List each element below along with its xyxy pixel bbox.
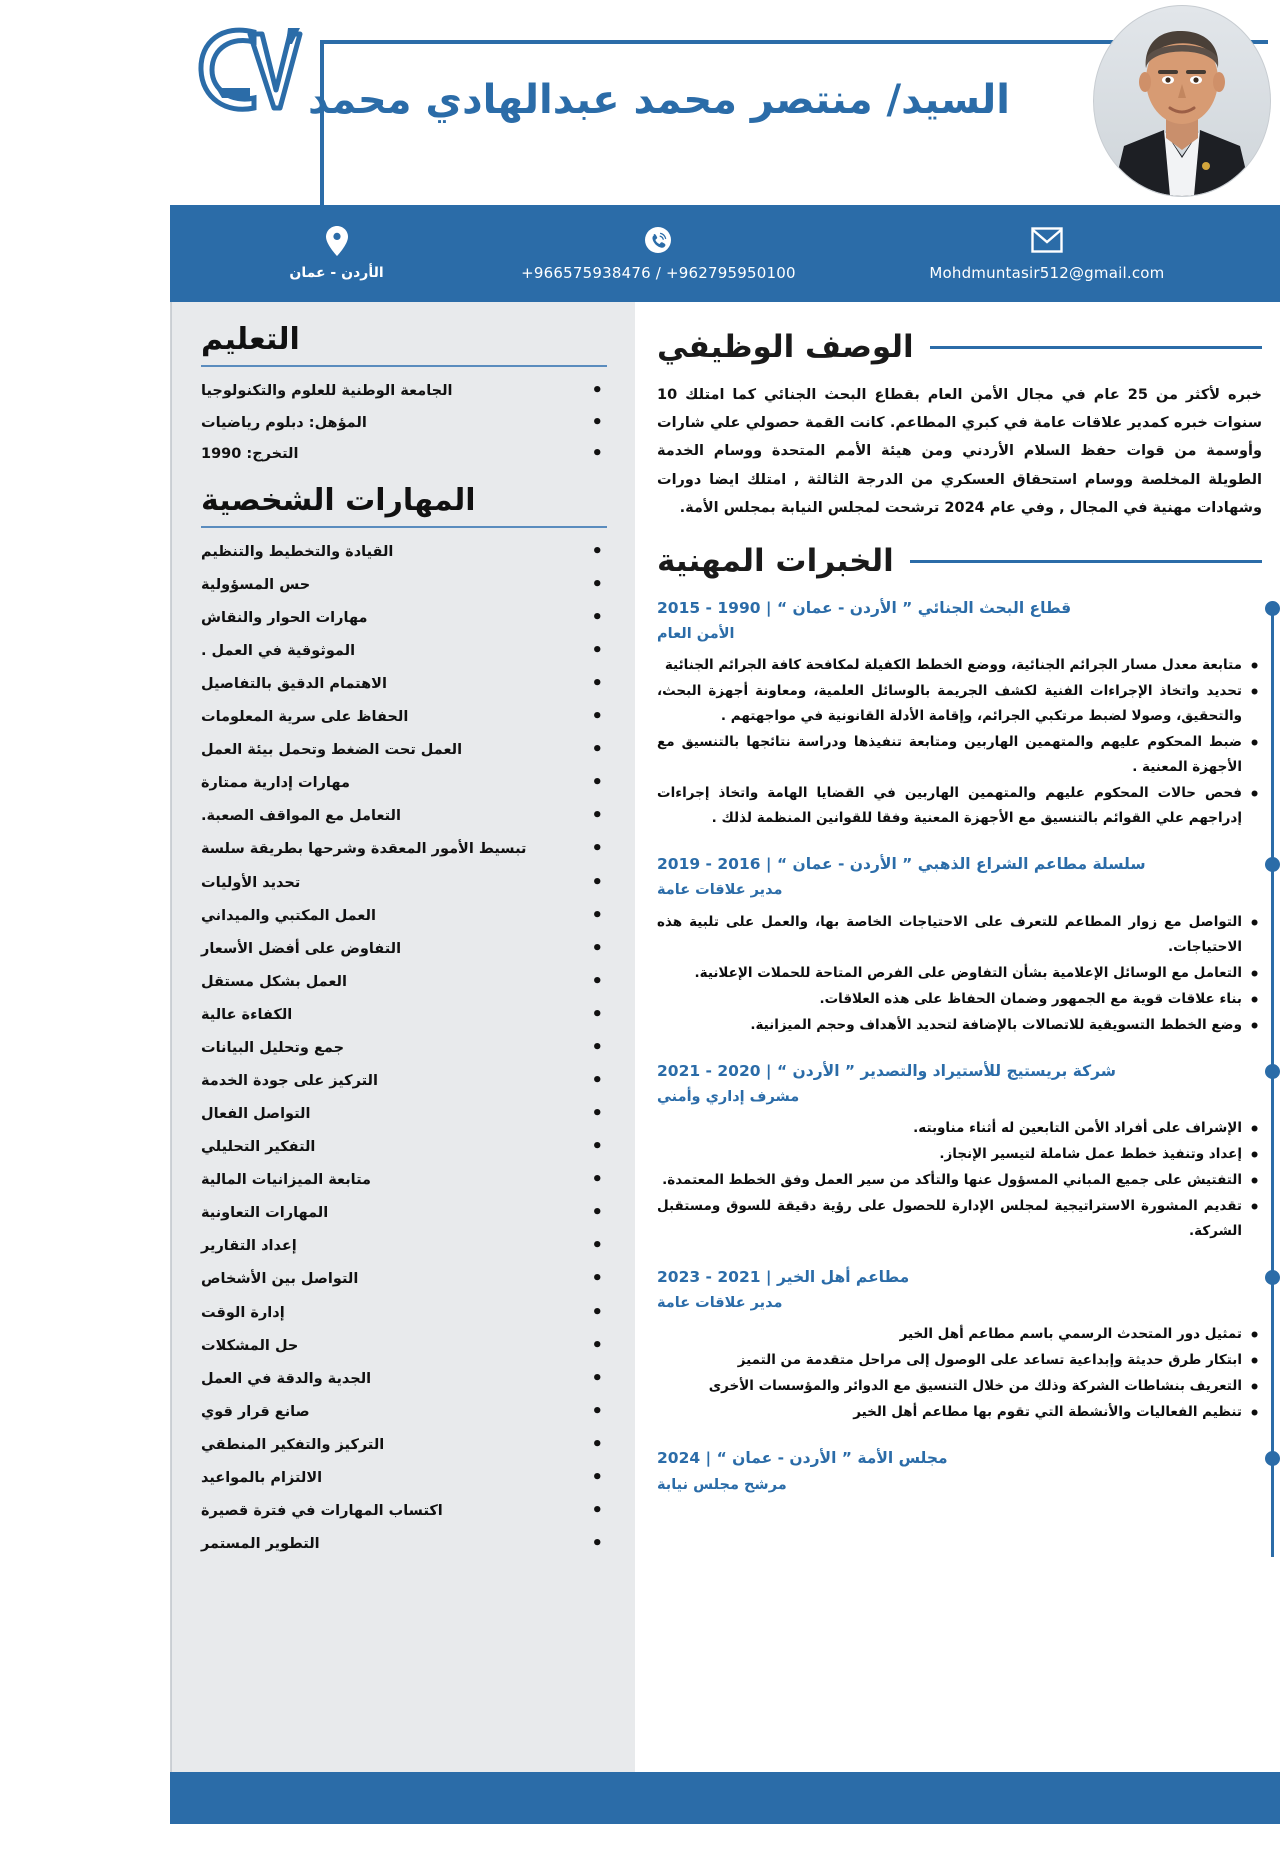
timeline-dot-icon [1265,857,1280,872]
job-bullet: • تحديد واتخاذ الإجراءات الفنية لكشف الجريمة بالوسائل العلمية، ومعاونة أجهزة البحث، والتحقيق، وصولا لضبط مرتكبي الجرائم، وإقامة الأدلة القانونية في مواجهتهم . [657,679,1262,729]
skill-item: • جمع وتحليل البيانات [201,1038,607,1059]
job-bullet: • ضبط المحكوم عليهم والمتهمين الهاربين ومتابعة تنفيذها ودراسة نتائجها بالتنسيق مع الأجهزة المعنية . [657,730,1262,780]
job-bullet-list [657,910,1262,1038]
avatar [1094,6,1270,196]
skill-item: • صانع قرار قوي [201,1402,607,1423]
skill-item: • الالتزام بالمواعيد [201,1468,607,1489]
location-text: الأردن - عمان [289,265,384,281]
cv-header [170,0,1280,205]
experience-item [657,595,1262,831]
job-bullet: • ابتكار طرق حديثة وإبداعية تساعد على الوصول إلى مراحل متقدمة من التميز [657,1348,1262,1373]
job-bullet-list [657,653,1262,831]
job-bullet: • التفتيش على جميع المباني المسؤول عنها والتأكد من سير العمل وفق الخطط المعتمدة. [657,1168,1262,1193]
experience-heading [657,542,1262,581]
experience-heading-rule [910,560,1262,563]
job-company: سلسلة مطاعم الشراع الذهبي ” الأردن - عمان “ | 2016 - 2019 [657,855,1146,874]
skill-item: • الجدية والدقة في العمل [201,1369,607,1390]
skills-title: المهارات الشخصية [201,482,476,518]
experience-item [657,1058,1262,1244]
skill-item: • التركيز والتفكير المنطقي [201,1435,607,1456]
education-title: التعليم [201,322,300,357]
skill-item: • حل المشكلات [201,1336,607,1357]
footer-tail [170,1824,1280,1858]
summary-heading [657,328,1262,367]
skills-list [201,542,607,1555]
job-bullet: • تقديم المشورة الاستراتيجية لمجلس الإدارة للحصول على رؤية دقيقة للسوق ومستقبل الشركة. [657,1194,1262,1244]
education-rule [201,365,607,367]
skill-item: • مهارات الحوار والنقاش [201,608,607,629]
skill-item: • الاهتمام الدقيق بالتفاصيل [201,674,607,695]
job-role: الأمن العام [657,626,735,643]
contact-location[interactable] [170,226,503,281]
job-bullet: • التعامل مع الوسائل الإعلامية بشأن التفاوض على الفرص المتاحة للحملات الإعلانية. [657,961,1262,986]
skill-item: • المهارات التعاونية [201,1203,607,1224]
job-company: مجلس الأمة ” الأردن - عمان “ | 2024 [657,1449,948,1468]
job-bullet: • تمثيل دور المتحدث الرسمي باسم مطاعم أهل الخير [657,1322,1262,1347]
skills-rule [201,526,607,528]
job-company: مطاعم أهل الخير | 2021 - 2023 [657,1267,910,1286]
footer-bar [170,1772,1280,1824]
skill-item: • الكفاءة عالية [201,1005,607,1026]
skill-item: • العمل بشكل مستقل [201,972,607,993]
skill-item: • تحديد الأوليات [201,873,607,894]
job-role: مرشح مجلس نيابة [657,1476,787,1493]
job-role: مدير علاقات عامة [657,1295,783,1312]
job-bullet: • التعريف بنشاطات الشركة وذلك من خلال التنسيق مع الدوائر والمؤسسات الأخرى [657,1374,1262,1399]
skill-item: • تبسيط الأمور المعقدة وشرحها بطريقة سلسة [201,839,607,860]
timeline-dot-icon [1265,1270,1280,1285]
skill-item: • مهارات إدارية ممتارة [201,773,607,794]
map-pin-icon [326,226,348,256]
page-title: السيد/ منتصر محمد عبدالهادي محمد [307,77,1010,123]
phone-text: +966575938476 / +962795950100 [521,264,796,282]
job-bullet: • التواصل مع زوار المطاعم للتعرف على الاحتياجات الخاصة بها، والعمل على تلبية هذه الاحتياجات. [657,910,1262,960]
skill-item: • التعامل مع المواقف الصعبة. [201,806,607,827]
sidebar-column [170,302,635,1772]
summary-title: الوصف الوظيفي [657,329,914,365]
skill-item: • اكتساب المهارات في فترة قصيرة [201,1501,607,1522]
job-bullet: • الإشراف على أفراد الأمن التابعين له أثناء مناوبته. [657,1116,1262,1141]
sidebar-divider [171,302,172,1772]
education-list [201,381,607,465]
cv-body [170,302,1280,1772]
skill-item: • متابعة الميزانيات المالية [201,1170,607,1191]
skill-item: • إدارة الوقت [201,1303,607,1324]
experience-item [657,1264,1262,1425]
skill-item: • الحفاظ على سرية المعلومات [201,707,607,728]
contact-bar [170,205,1280,302]
skill-item: • حس المسؤولية [201,575,607,596]
timeline-dot-icon [1265,1064,1280,1079]
summary-heading-rule [930,346,1262,349]
skills-block [201,481,607,1555]
skill-item: • التفاوض على أفضل الأسعار [201,939,607,960]
main-column [635,302,1280,1772]
experience-timeline [657,595,1262,1497]
education-item: • التخرج: 1990 [201,444,607,465]
timeline-dot-icon [1265,1451,1280,1466]
skill-item: • التواصل بين الأشخاص [201,1269,607,1290]
skill-item: • التواصل الفعال [201,1104,607,1125]
skill-item: • إعداد التقارير [201,1236,607,1257]
job-bullet: • تنظيم الفعاليات والأنشطة التي تقوم بها مطاعم أهل الخير [657,1400,1262,1425]
job-bullet: • بناء علاقات قوية مع الجمهور وضمان الحفاظ على هذه العلاقات. [657,987,1262,1012]
job-company: شركة بريستيج للأستيراد والتصدير ” الأردن “ | 2020 - 2021 [657,1061,1117,1080]
skill-item: • القيادة والتخطيط والتنظيم [201,542,607,563]
experience-item [657,851,1262,1037]
job-bullet: • فحص حالات المحكوم عليهم والمتهمين الهاربين في القضايا الهامة واتخاذ إجراءات إدراجهم علي القوائم بالتنسيق مع الأجهزة المعنية وفقا للقوانين المنظمة لذلك . [657,781,1262,831]
job-bullet: • متابعة معدل مسار الجرائم الجنائية، ووضع الخطط الكفيلة لمكافحة كافة الجرائم الجنائية [657,653,1262,678]
timeline-line [1271,605,1274,1557]
skill-item: • الموثوقية في العمل . [201,641,607,662]
education-item: • المؤهل: دبلوم رياضيات [201,413,607,434]
job-bullet-list [657,1116,1262,1244]
skill-item: • التطوير المستمر [201,1534,607,1555]
skill-item: • العمل تحت الضغط وتحمل بيئة العمل [201,740,607,761]
phone-icon [644,225,672,255]
skill-item: • العمل المكتبي والميداني [201,906,607,927]
envelope-icon [1031,225,1063,255]
contact-phone[interactable] [503,225,814,282]
experience-item [657,1445,1262,1497]
contact-email[interactable] [814,225,1280,282]
skill-item: • التركيز على جودة الخدمة [201,1071,607,1092]
summary-text: خبره لأكثر من 25 عام في مجال الأمن العام بقطاع البحث الجنائي كما امتلك 10 سنوات خبره كمدير علاقات عامة في كبري المطاعم. كانت القمة حصولي علي شارات وأوسمة من قوات حفظ السلام الأردني ومن هيئة الأمم المتحدة ووسام الخدمة الطويلة المخلصة ووسام استحقاق العسكري من الدرجة الثالثة , امتلك ايضا دورات وشهادات مهنية في المجال , وفي عام 2024 ترشحت لمجلس النيابة بمجلس الأمة. [657,386,1262,516]
job-bullet-list [657,1322,1262,1425]
job-bullet: • وضع الخطط التسويقية للاتصالات بالإضافة لتحديد الأهداف وحجم الميزانية. [657,1013,1262,1038]
timeline-dot-icon [1265,601,1280,616]
cv-page [170,0,1280,1858]
skill-item: • التفكير التحليلي [201,1137,607,1158]
job-company: قطاع البحث الجنائي ” الأردن - عمان “ | 1990 - 2015 [657,598,1072,617]
cv-logo-icon [192,18,307,123]
job-bullet: • إعداد وتنفيذ خطط عمل شاملة لتيسير الإنجاز. [657,1142,1262,1167]
education-item: • الجامعة الوطنية للعلوم والتكنولوجيا [201,381,607,402]
email-text: Mohdmuntasir512@gmail.com [929,264,1165,282]
job-role: مشرف إداري وأمني [657,1088,800,1105]
job-role: مدير علاقات عامة [657,882,783,899]
experience-title: الخبرات المهنية [657,543,894,580]
